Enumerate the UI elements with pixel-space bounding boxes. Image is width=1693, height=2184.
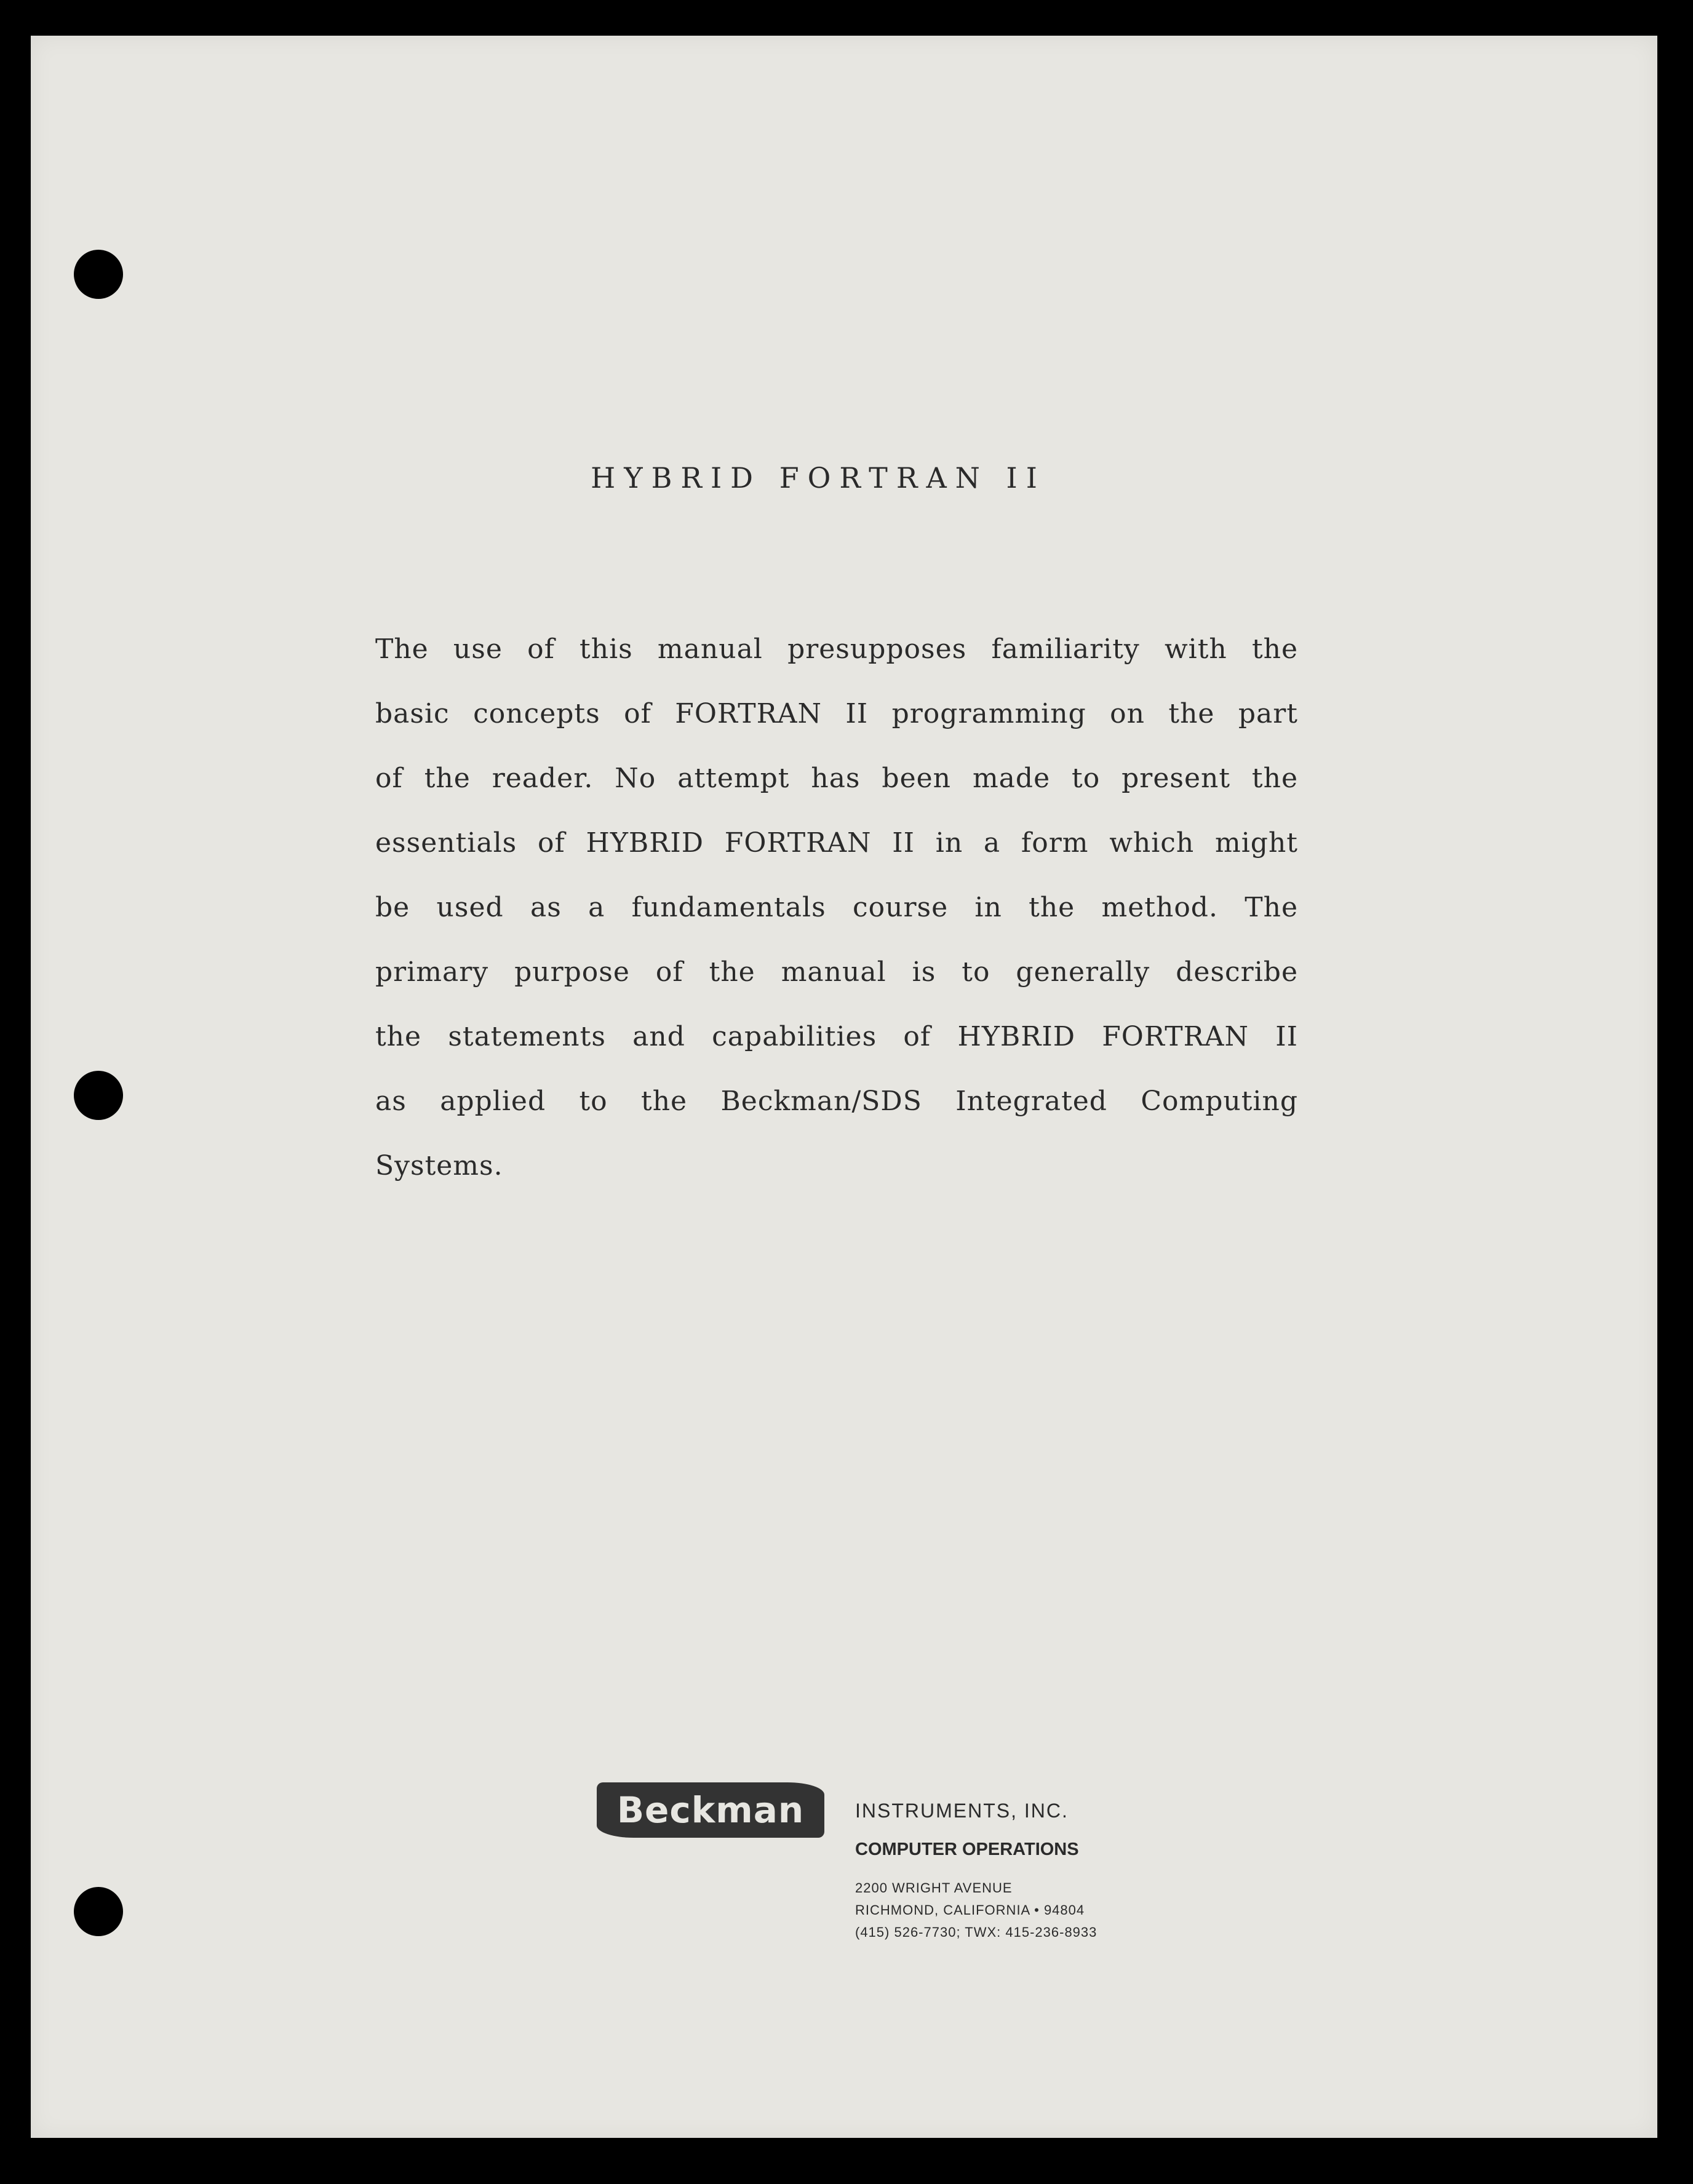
- paragraph-line: Systems.: [375, 1150, 503, 1181]
- division-name: COMPUTER OPERATIONS: [855, 1840, 1079, 1859]
- paragraph-line: be used as a fundamentals course in the method. The: [375, 892, 1298, 923]
- paragraph-line: basic concepts of FORTRAN II programming on the part: [375, 698, 1298, 729]
- paragraph-line: of the reader. No attempt has been made to present the: [375, 763, 1298, 794]
- binder-hole-middle: [74, 1071, 123, 1120]
- logo-text: Beckman: [616, 1789, 805, 1831]
- phone-twx: (415) 526-7730; TWX: 415-236-8933: [855, 1924, 1097, 1940]
- document-title: HYBRID FORTRAN II: [591, 461, 1046, 494]
- address-block: [855, 1877, 1097, 1944]
- intro-paragraph: [375, 617, 1298, 1198]
- document-page: [31, 36, 1657, 2138]
- paragraph-line: as applied to the Beckman/SDS Integrated Computing: [375, 1086, 1298, 1117]
- binder-hole-top: [74, 250, 123, 299]
- company-info: [855, 1800, 1097, 1944]
- city-state-zip: RICHMOND, CALIFORNIA • 94804: [855, 1902, 1085, 1918]
- paragraph-line: primary purpose of the manual is to generally describe: [375, 956, 1298, 988]
- paragraph-line: The use of this manual presupposes familiarity with the: [375, 633, 1298, 665]
- street-address: 2200 WRIGHT AVENUE: [855, 1880, 1013, 1896]
- beckman-logo: [597, 1782, 824, 1838]
- paragraph-line: the statements and capabilities of HYBRID FORTRAN II: [375, 1021, 1298, 1052]
- paragraph-line: essentials of HYBRID FORTRAN II in a form which might: [375, 827, 1298, 859]
- company-name: INSTRUMENTS, INC.: [855, 1800, 1069, 1822]
- binder-hole-bottom: [74, 1887, 123, 1936]
